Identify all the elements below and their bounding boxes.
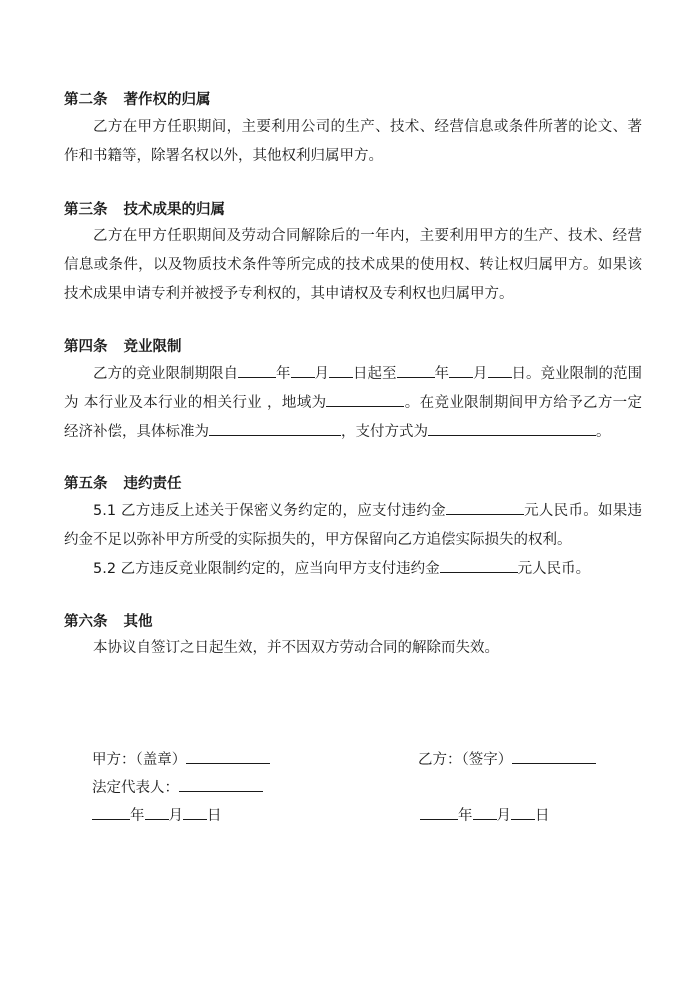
party-a-seal-blank[interactable] xyxy=(186,748,270,764)
text-segment: 年 xyxy=(276,366,291,382)
article-6-title: 其他 xyxy=(123,614,153,630)
article-4-heading xyxy=(64,337,182,357)
clause-5-2 xyxy=(64,555,642,584)
start-month-blank[interactable] xyxy=(291,362,315,378)
party-b-date-line xyxy=(420,804,550,826)
clause-5-2-number: 5.2 xyxy=(93,561,117,577)
article-6-heading xyxy=(64,612,153,632)
text-segment: 元人民币。 xyxy=(517,561,591,577)
text-segment: 日 xyxy=(207,808,222,824)
text-segment: 乙方违反竞业限制约定的，应当向甲方支付违约金 xyxy=(120,561,440,577)
article-3-heading xyxy=(64,200,225,220)
end-month-blank[interactable] xyxy=(449,362,473,378)
legal-representative-line xyxy=(92,776,263,798)
text-segment: 乙方违反上述关于保密义务约定的，应支付违约金 xyxy=(120,503,446,519)
party-b-signature-line xyxy=(418,748,596,770)
text-segment: 日 xyxy=(511,366,526,382)
clause-5-1 xyxy=(64,497,642,555)
payment-method-blank[interactable] xyxy=(428,420,596,436)
text-segment: 日起至 xyxy=(353,366,397,382)
article-5-heading xyxy=(64,474,182,494)
text-segment: 年 xyxy=(130,808,145,824)
party-b-day-blank[interactable] xyxy=(511,804,535,820)
text-segment: 月 xyxy=(496,808,511,824)
text-segment: 乙方的竞业限制期限自 xyxy=(93,366,238,382)
article-5-number: 第五条 xyxy=(64,476,108,492)
start-year-blank[interactable] xyxy=(238,362,276,378)
text-segment: 。竞业限制的范围为 xyxy=(64,366,642,411)
article-4-title: 竞业限制 xyxy=(123,339,182,355)
party-a-date-line xyxy=(92,804,222,826)
article-3-body: 乙方在甲方任职期间及劳动合同解除后的一年内，主要利用甲方的生产、技术、经营信息或条件，以及物质技术条件等所完成的技术成果的使用权、转让权归属甲方。如果该技术成果申请专利并被授予专利权的，其申请权及专利权也归属甲方。 xyxy=(64,228,642,302)
party-b-year-blank[interactable] xyxy=(420,804,458,820)
text-segment: ，支付方式为 xyxy=(341,424,428,440)
party-a-year-blank[interactable] xyxy=(92,804,130,820)
party-b-label: 乙方：（签字） xyxy=(418,752,513,768)
article-2-title: 著作权的归属 xyxy=(123,92,211,108)
text-segment: 元人民币。如果违约金不足以弥补甲方所受的实际损失的，甲方保留向乙方追偿实际损失的权利。 xyxy=(64,503,643,548)
penalty-amount-blank-1[interactable] xyxy=(446,499,524,515)
end-day-blank[interactable] xyxy=(488,362,512,378)
text-segment: 年 xyxy=(434,366,449,382)
party-a-signature-line xyxy=(92,748,270,770)
text-segment: 。 xyxy=(596,424,611,440)
compensation-standard-blank[interactable] xyxy=(209,420,341,436)
party-a-label: 甲方：（盖章） xyxy=(92,752,187,768)
text-segment: 月 xyxy=(168,808,183,824)
penalty-amount-blank-2[interactable] xyxy=(440,557,518,573)
clause-5-1-number: 5.1 xyxy=(93,503,117,519)
article-6-body: 本协议自签订之日起生效，并不因双方劳动合同的解除而失效。 xyxy=(93,640,499,656)
party-b-signature-blank[interactable] xyxy=(512,748,596,764)
text-segment: 年 xyxy=(458,808,473,824)
restriction-scope: 本行业及本行业的相关行业 xyxy=(83,395,263,411)
region-blank[interactable] xyxy=(326,391,404,407)
text-segment: 月 xyxy=(314,366,329,382)
text-segment: 月 xyxy=(473,366,488,382)
text-segment: 日 xyxy=(535,808,550,824)
article-6-number: 第六条 xyxy=(64,614,108,630)
article-2-number: 第二条 xyxy=(64,92,108,108)
article-4-body xyxy=(64,360,642,447)
legal-representative-blank[interactable] xyxy=(179,776,263,792)
party-a-month-blank[interactable] xyxy=(145,804,169,820)
legal-representative-label: 法定代表人： xyxy=(92,780,179,796)
article-3-number: 第三条 xyxy=(64,202,108,218)
article-2-body: 乙方在甲方任职期间，主要利用公司的生产、技术、经营信息或条件所著的论文、著作和书籍等，除署名权以外，其他权利归属甲方。 xyxy=(64,119,642,164)
end-year-blank[interactable] xyxy=(397,362,435,378)
text-segment: ，地域为 xyxy=(267,395,327,411)
article-5-title: 违约责任 xyxy=(123,476,182,492)
party-b-month-blank[interactable] xyxy=(473,804,497,820)
article-4-number: 第四条 xyxy=(64,339,108,355)
article-3-title: 技术成果的归属 xyxy=(123,202,225,218)
article-2-heading xyxy=(64,90,211,110)
text-segment: 。在竞业限制期间甲方给予乙方一定经济补偿，具体标准为 xyxy=(64,395,643,440)
start-day-blank[interactable] xyxy=(329,362,353,378)
party-a-day-blank[interactable] xyxy=(183,804,207,820)
